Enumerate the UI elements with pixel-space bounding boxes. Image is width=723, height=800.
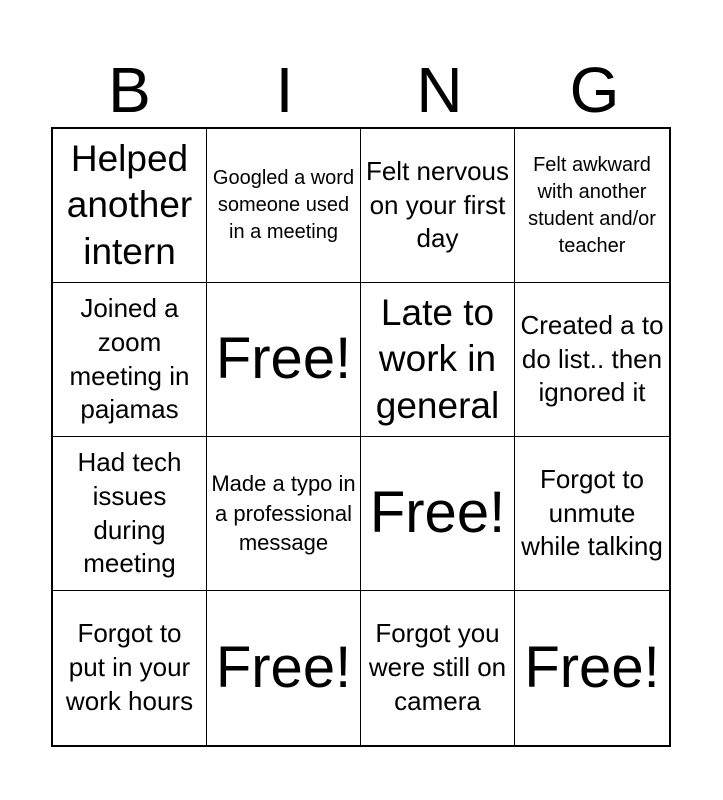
bingo-cell [361, 283, 515, 437]
bingo-cell [515, 129, 669, 283]
bingo-cell-text: Late to work in general [375, 292, 500, 426]
bingo-cell [515, 437, 669, 591]
bingo-cell [53, 591, 207, 745]
bingo-cell-text: Helped another intern [66, 138, 193, 272]
bingo-cell-text: Forgot you were still on camera [368, 618, 507, 716]
header-letter-b: B [108, 54, 151, 126]
bingo-free-cell [515, 591, 669, 745]
bingo-cell [515, 283, 669, 437]
bingo-cell [361, 591, 515, 745]
bingo-cell-text: Free! [524, 634, 660, 700]
bingo-cell-text: Joined a zoom meeting in pajamas [69, 292, 190, 425]
bingo-cell-text: Had tech issues during meeting [77, 446, 182, 579]
bingo-cell-text: Free! [369, 480, 506, 546]
bingo-cell-text: Forgot to unmute while talking [521, 463, 663, 562]
header-letter-n: N [416, 54, 463, 126]
bingo-cell [207, 129, 361, 283]
bingo-header [52, 52, 672, 128]
header-letter-i: I [275, 54, 294, 126]
bingo-grid [51, 127, 671, 747]
bingo-cell [53, 283, 207, 437]
bingo-cell-text: Made a typo in a professional message [211, 470, 356, 556]
bingo-free-cell [361, 437, 515, 591]
bingo-cell-text: Felt nervous on your first day [365, 155, 510, 254]
bingo-cell [361, 129, 515, 283]
header-letter-g: G [569, 54, 620, 126]
bingo-cell [53, 437, 207, 591]
bingo-cell-text: Created a to do list.. then ignored it [520, 309, 664, 408]
bingo-cell-text: Free! [215, 326, 352, 392]
bingo-cell [53, 129, 207, 283]
bingo-free-cell [207, 591, 361, 745]
bingo-cell-text: Felt awkward with another student and/or teacher [528, 153, 656, 257]
bingo-cell [207, 437, 361, 591]
bingo-cell-text: Googled a word someone used in a meeting [212, 167, 355, 243]
bingo-cell-text: Free! [215, 634, 352, 700]
bingo-free-cell [207, 283, 361, 437]
bingo-cell-text: Forgot to put in your work hours [65, 618, 194, 716]
